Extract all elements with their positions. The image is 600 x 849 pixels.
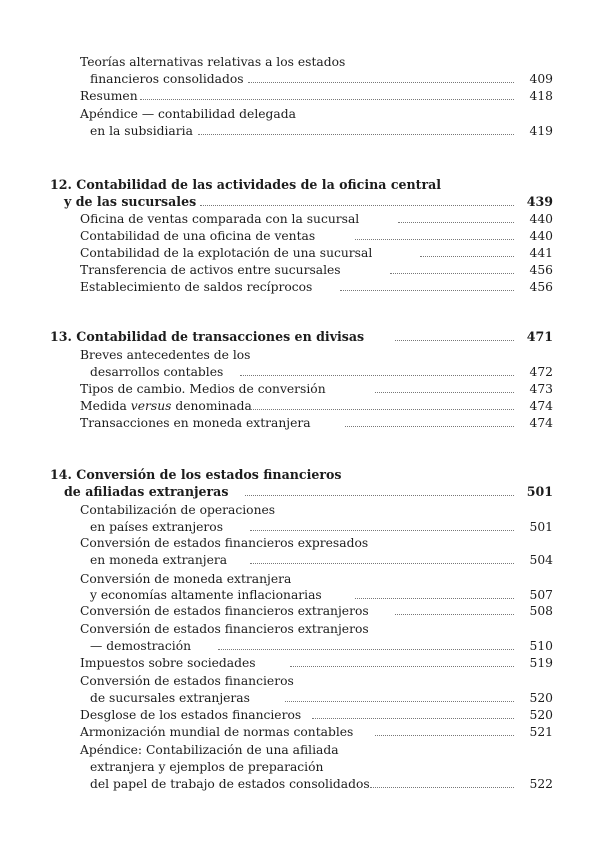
dot-leader (200, 205, 514, 206)
toc-entry-title: 12. Contabilidad de las actividades de la oficina central (50, 177, 442, 192)
toc-entry (0, 741, 600, 759)
toc-entry (0, 380, 600, 398)
dot-leader (312, 718, 514, 719)
toc-entry-title: Desglose de los estados financieros (80, 708, 302, 722)
toc-entry-title: Contabilización de operaciones (80, 503, 276, 517)
toc-entry (0, 689, 600, 707)
dot-leader (340, 290, 514, 291)
toc-entry-title: Apéndice — contabilidad delegada (80, 107, 296, 121)
toc-page-number: 501 (529, 520, 553, 534)
toc-entry (0, 346, 600, 364)
toc-entry-title: financieros consolidados (90, 72, 244, 86)
toc-page-number: 473 (529, 382, 553, 396)
toc-entry-title: Oficina de ventas comparada con la sucursal (80, 212, 360, 226)
chapter-heading (0, 176, 600, 194)
chapter-heading (0, 328, 600, 346)
toc-entry-title: Tipos de cambio. Medios de conversión (80, 382, 326, 396)
toc-entry (0, 654, 600, 672)
toc-entry (0, 637, 600, 655)
toc-entry (0, 227, 600, 245)
toc-page-number: 504 (529, 553, 553, 567)
toc-entry (0, 551, 600, 569)
toc-entry-title: de sucursales extranjeras (90, 691, 250, 705)
toc-entry (0, 672, 600, 690)
toc-entry (0, 210, 600, 228)
toc-page-number: 439 (526, 194, 553, 209)
toc-entry (0, 501, 600, 519)
toc-page-number: 507 (529, 588, 553, 602)
toc-page-number: 510 (529, 639, 553, 653)
toc-page-number: 520 (529, 691, 553, 705)
toc-page-number: 519 (529, 656, 553, 670)
toc-entry (0, 244, 600, 262)
toc-entry-title: extranjera y ejemplos de preparación (90, 760, 324, 774)
chapter-heading (0, 193, 600, 211)
toc-entry-title: Armonización mundial de normas contables (80, 725, 354, 739)
toc-entry (0, 70, 600, 88)
toc-page-number: 508 (529, 604, 553, 618)
dot-leader (355, 598, 514, 599)
toc-page-number: 472 (529, 365, 553, 379)
toc-entry (0, 414, 600, 432)
toc-entry-title: Conversión de estados financieros extranjeros (80, 622, 369, 636)
toc-entry-title: del papel de trabajo de estados consolidados (90, 777, 370, 791)
toc-entry-title: Apéndice: Contabilización de una afiliada (80, 743, 339, 757)
toc-page-number: 456 (529, 263, 553, 277)
toc-entry-title: Conversión de estados financieros (80, 674, 294, 688)
toc-entry (0, 723, 600, 741)
toc-entry-title: Teorías alternativas relativas a los estados (80, 55, 346, 69)
toc-entry-title: Conversión de estados financieros extranjeros (80, 604, 369, 618)
toc-entry (0, 53, 600, 71)
toc-entry-title: en moneda extranjera (90, 553, 228, 567)
dot-leader (218, 649, 514, 650)
toc-entry (0, 775, 600, 793)
toc-entry (0, 620, 600, 638)
dot-leader (245, 495, 514, 496)
dot-leader (198, 134, 514, 135)
toc-entry (0, 278, 600, 296)
toc-page-number: 521 (529, 725, 553, 739)
dot-leader (398, 222, 514, 223)
toc-entry-title: en la subsidiaria (90, 124, 193, 138)
toc-entry (0, 602, 600, 620)
dot-leader (395, 340, 514, 341)
toc-entry-title: de afiliadas extranjeras (64, 484, 229, 499)
chapter-heading (0, 466, 600, 484)
dot-leader (250, 409, 514, 410)
toc-entry-title: Contabilidad de una oficina de ventas (80, 229, 316, 243)
toc-entry (0, 87, 600, 105)
toc-page-number: 520 (529, 708, 553, 722)
toc-page-number: 522 (529, 777, 553, 791)
toc-entry-title: Resumen (80, 89, 138, 103)
toc-entry (0, 758, 600, 776)
toc-entry-title: Conversión de estados financieros expresados (80, 536, 369, 550)
dot-leader (390, 273, 514, 274)
toc-page-number: 456 (529, 280, 553, 294)
dot-leader (355, 239, 514, 240)
dot-leader (420, 256, 514, 257)
dot-leader (240, 375, 514, 376)
toc-entry (0, 363, 600, 381)
dot-leader (250, 563, 514, 564)
toc-entry-title: y economías altamente inflacionarias (90, 588, 322, 602)
dot-leader (248, 82, 514, 83)
toc-page-number: 501 (526, 484, 553, 499)
dot-leader (375, 392, 514, 393)
toc-page-number: 419 (529, 124, 553, 138)
toc-entry-title: y de las sucursales (64, 194, 197, 209)
toc-entry (0, 105, 600, 123)
toc-entry-title: Conversión de moneda extranjera (80, 572, 292, 586)
toc-entry-title: Transferencia de activos entre sucursales (80, 263, 341, 277)
dot-leader (140, 99, 514, 100)
toc-page-number: 474 (529, 399, 553, 413)
toc-entry (0, 122, 600, 140)
toc-entry (0, 534, 600, 552)
toc-entry (0, 261, 600, 279)
dot-leader (345, 426, 514, 427)
toc-page-number: 471 (526, 329, 553, 344)
dot-leader (285, 701, 514, 702)
toc-entry-title: Transacciones en moneda extranjera (80, 416, 311, 430)
dot-leader (250, 530, 514, 531)
toc-entry-title: en países extranjeros (90, 520, 224, 534)
toc-entry-title: 14. Conversión de los estados financieros (50, 467, 342, 482)
toc-page-number: 418 (529, 89, 553, 103)
toc-entry-title: 13. Contabilidad de transacciones en divisas (50, 329, 365, 344)
toc-entry-title: Establecimiento de saldos recíprocos (80, 280, 313, 294)
dot-leader (370, 787, 514, 788)
toc-page-number: 440 (529, 212, 553, 226)
dot-leader (395, 614, 514, 615)
toc-entry-title: desarrollos contables (90, 365, 224, 379)
toc-entry (0, 397, 600, 415)
dot-leader (375, 735, 514, 736)
toc-entry-title: — demostración (90, 639, 192, 653)
toc-entry-title: Breves antecedentes de los (80, 348, 251, 362)
toc-entry-title: Medida versus denominada (80, 399, 252, 413)
toc-page-number: 474 (529, 416, 553, 430)
toc-page-number: 409 (529, 72, 553, 86)
toc-page-number: 440 (529, 229, 553, 243)
toc-entry (0, 706, 600, 724)
toc-entry-title: Impuestos sobre sociedades (80, 656, 256, 670)
dot-leader (290, 666, 514, 667)
toc-page-number: 441 (529, 246, 553, 260)
toc-entry-title: Contabilidad de la explotación de una sucursal (80, 246, 373, 260)
chapter-heading (0, 483, 600, 501)
